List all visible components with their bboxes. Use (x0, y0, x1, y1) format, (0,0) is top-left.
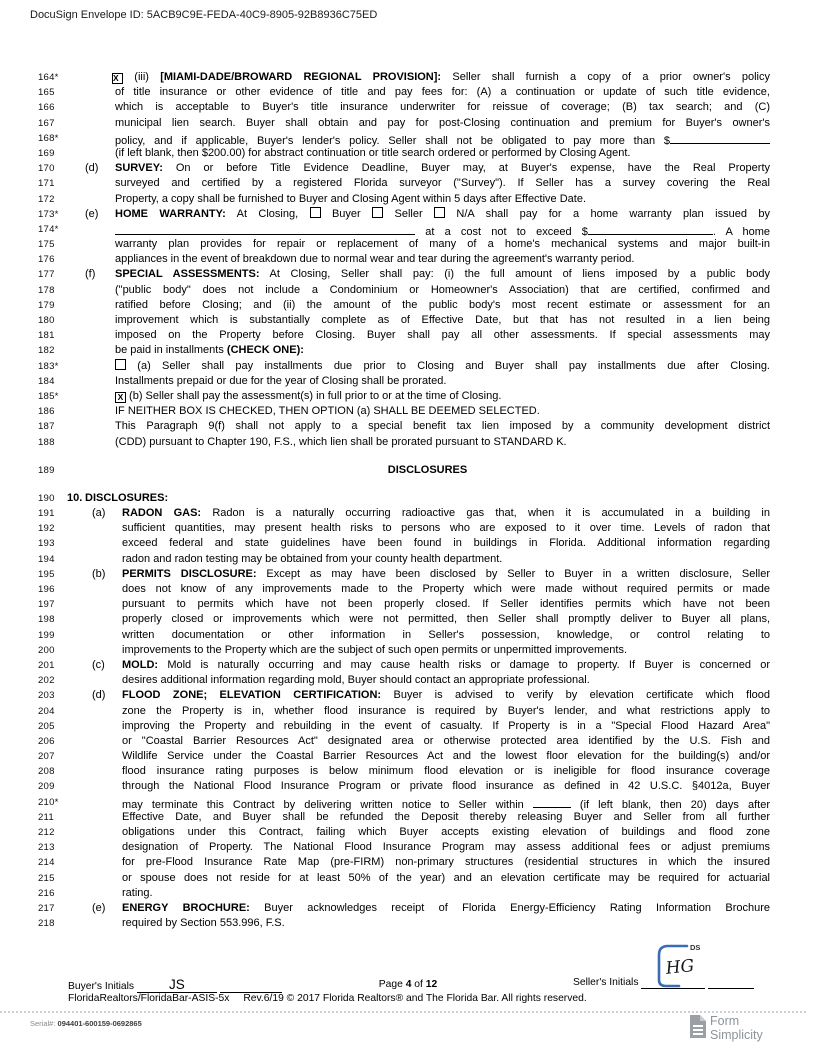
form-name: FloridaRealtors/FloridaBar-ASIS-5x (68, 993, 230, 1004)
blank-field[interactable] (115, 222, 415, 235)
line-text: improvements to the Property which are the subject of such open permits or unpermitted improvements. (122, 643, 628, 656)
line-number: 198 (38, 614, 55, 626)
line-number: 194 (38, 553, 55, 565)
paragraph-letter: 10. (67, 491, 83, 504)
doc-line (0, 658, 816, 673)
line-text: through the National Flood Insurance Program or private flood insurance as defined in 42 U.S.C. §4012a, Buyer (122, 780, 770, 793)
page-word: Page (378, 979, 403, 990)
checkbox[interactable] (115, 359, 126, 370)
line-text: Mold is naturally occurring and may cause health risks or damage to property. If Buyer is concerned or (158, 658, 770, 671)
line-number: 203 (38, 690, 55, 702)
doc-line (0, 567, 816, 582)
line-text: improving the Property and rebuilding in the event of casualty. If Property is in a "Special Flood Hazard Area" (122, 719, 770, 732)
line-text: N/A shall pay for a home warranty plan issued by (445, 207, 770, 220)
line-number: 202 (38, 675, 55, 687)
line-text: PERMITS DISCLOSURE: (122, 567, 257, 580)
sellers-initials-label: Seller's Initials (573, 977, 639, 988)
line-text: . A home (712, 225, 770, 238)
line-number: 210* (38, 796, 59, 808)
checkbox[interactable]: X (115, 392, 126, 403)
doc-line (0, 552, 816, 567)
doc-line (0, 343, 816, 358)
page-total: 12 (425, 979, 438, 990)
line-number: 208 (38, 766, 55, 778)
line-text: Radon is a naturally occurring radioactive gas that, when it is accumulated in a building in (201, 507, 770, 520)
line-number: 209 (38, 781, 55, 793)
sellers-initials-block (573, 943, 754, 989)
line-text: Property, a copy shall be furnished to Buyer and Closing Agent within 5 days after Effective Date. (115, 192, 587, 205)
line-number: 164* (38, 72, 59, 83)
doc-line (0, 313, 816, 328)
doc-line (0, 810, 816, 825)
line-number: 216 (38, 887, 55, 899)
serial-number (30, 1019, 142, 1028)
line-number: 201 (38, 659, 55, 671)
line-text: improvement which is substantially complete as of Effective Date, but that has not resulted in a lien being (115, 314, 770, 326)
line-number: 196 (38, 584, 55, 595)
doc-line (0, 237, 816, 252)
line-text: Seller (383, 207, 435, 220)
doc-line (0, 207, 816, 222)
line-text: for pre-Flood Insurance Rate Map (pre-FIRM) non-primary structures (residential structures in which the insured (122, 856, 770, 869)
line-number: 217 (38, 902, 55, 914)
doc-line (0, 597, 816, 612)
paragraph-letter: (d) (92, 689, 106, 702)
line-text: (if left blank, then 20) days after (570, 798, 770, 811)
doc-line (0, 267, 816, 282)
line-number: 178 (38, 284, 55, 296)
line-number: 187 (38, 421, 55, 433)
doc-line (0, 795, 816, 810)
line-number: 181 (38, 330, 55, 342)
blank-field[interactable] (670, 131, 770, 144)
checkbox[interactable]: X (112, 73, 123, 84)
blank-field[interactable] (588, 222, 713, 235)
logo-text (710, 1014, 763, 1042)
line-number: 168* (38, 132, 59, 144)
of-word: of (414, 979, 423, 990)
paragraph-letter: (e) (92, 901, 106, 914)
doc-line (0, 374, 816, 389)
line-text: Buyer acknowledges receipt of Florida Energy-Efficiency Rating Information Brochure (249, 901, 770, 914)
line-number: 205 (38, 720, 55, 732)
line-number: 170 (38, 163, 55, 175)
line-number: 183* (38, 360, 59, 372)
line-number: 214 (38, 857, 55, 869)
line-text: At Closing, Seller shall pay: (i) the full amount of liens imposed by a public body (259, 268, 770, 281)
line-text: MOLD: (122, 658, 159, 671)
line-text: ratified before Closing; and (ii) the amount of the public body's most recent estimate or assessment for an (115, 298, 770, 311)
line-number: 193 (38, 538, 55, 550)
doc-line (0, 359, 816, 374)
doc-line (0, 840, 816, 855)
line-text: exceed federal and state guidelines have been found in buildings in Florida. Additional information regarding (122, 537, 770, 550)
doc-line (0, 419, 816, 434)
doc-line (0, 491, 816, 506)
line-text: radon and radon testing may be obtained from your county health department. (122, 552, 503, 565)
doc-line (0, 612, 816, 627)
line-number: 199 (38, 629, 55, 641)
line-text: Buyer (320, 207, 373, 220)
line-number: 182 (38, 345, 55, 357)
doc-line (0, 582, 816, 597)
line-text: zone the Property is in, whether flood insurance is required by Buyer's lender, and what restrictions apply to (122, 704, 770, 717)
doc-line (0, 404, 816, 419)
line-number: 169 (38, 147, 55, 159)
doc-line (0, 463, 816, 478)
line-number: 177 (38, 269, 55, 281)
line-text: does not know of any improvements made to the Property which were made without required permits or made (122, 583, 770, 595)
checkbox[interactable] (310, 207, 321, 218)
line-text: (CHECK ONE): (226, 344, 304, 357)
paragraph-letter: (a) (92, 507, 106, 520)
doc-line (0, 389, 816, 404)
line-number: 180 (38, 315, 55, 326)
paragraph-letter: (d) (85, 162, 99, 175)
sellers-initials-value: HG (664, 956, 696, 979)
line-text: At Closing, (225, 207, 310, 220)
line-number: 215 (38, 872, 55, 884)
line-number: 206 (38, 735, 55, 747)
docusign-envelope-id: DocuSign Envelope ID: 5ACB9C9E-FEDA-40C9-8905-92B8936C75ED (30, 9, 378, 21)
document-lines (0, 70, 816, 931)
line-number: 189 (38, 464, 55, 476)
line-text: Wildlife Service under the Coastal Barrier Resources Act and the lowest floor elevation for the building(s) and/or (122, 750, 770, 763)
blank-field[interactable] (533, 795, 571, 808)
doc-line (0, 298, 816, 313)
doc-line (0, 886, 816, 901)
doc-line (0, 719, 816, 734)
document-icon (688, 1014, 707, 1040)
line-number: 184 (38, 375, 55, 387)
line-number: 175 (38, 239, 55, 251)
form-simplicity-logo (688, 1014, 763, 1042)
line-text: warranty plan provides for repair or replacement of many of a home's mechanical systems and major built-in (115, 238, 770, 251)
sellers-initials-field-2[interactable] (708, 977, 754, 989)
doc-line (0, 70, 816, 85)
doc-line (0, 252, 816, 267)
doc-line (0, 764, 816, 779)
line-text: policy, and if applicable, Buyer's lender's policy. Seller shall not be obligated to pay more than $ (115, 134, 670, 147)
line-text: IF NEITHER BOX IS CHECKED, THEN OPTION (a) SHALL BE DEEMED SELECTED. (115, 405, 540, 418)
checkbox[interactable] (372, 207, 383, 218)
line-text: DISCLOSURES: (85, 491, 169, 504)
line-number: 179 (38, 299, 55, 311)
footer-divider (0, 1011, 806, 1013)
line-text: DISCLOSURES (387, 463, 468, 476)
doc-line (0, 704, 816, 719)
doc-line (0, 628, 816, 643)
ds-tag: DS (690, 943, 701, 952)
doc-line (0, 283, 816, 298)
line-text: obligations under this Contract, failing which Buyer accepts existing elevation of buildings and flood zone (122, 826, 770, 838)
line-number: 197 (38, 599, 55, 611)
doc-line (0, 116, 816, 131)
line-number: 200 (38, 644, 55, 656)
line-number: 212 (38, 827, 55, 838)
line-number: 191 (38, 508, 55, 520)
line-number: 165 (38, 87, 55, 99)
doc-line (0, 222, 816, 237)
line-number: 207 (38, 751, 55, 763)
line-text: Installments prepaid or due for the year of Closing shall be prorated. (115, 374, 447, 387)
line-text: SURVEY: (115, 162, 163, 175)
line-text: which is acceptable to Buyer's title insurance underwriter for reissue of coverage; (B) tax search; and (C) (115, 101, 770, 114)
paragraph-letter: (f) (85, 268, 96, 281)
doc-line (0, 643, 816, 658)
line-text: may terminate this Contract by delivering written notice to Seller within (122, 798, 533, 811)
line-text: properly closed or improvements which were not permitted, then Seller shall promptly deliver to Buyer all plans, (122, 613, 770, 626)
line-number: 174* (38, 223, 59, 235)
serial-value: 094401-600159-0692865 (57, 1019, 142, 1028)
line-text: or spouse does not reside for at least 50% of the year) and an elevation certificate may be required for actuarial (122, 871, 770, 884)
line-number: 167 (38, 117, 55, 129)
doc-line (0, 85, 816, 100)
doc-line (0, 176, 816, 191)
buyers-initials-field[interactable]: JS (137, 977, 217, 993)
doc-line (0, 435, 816, 450)
line-text: required by Section 553.996, F.S. (122, 917, 285, 930)
line-number: 218 (38, 918, 55, 930)
stamp-bracket-icon (643, 940, 707, 990)
form-identifier-row (68, 993, 587, 1004)
line-number: 171 (38, 178, 55, 190)
line-text: (b) Seller shall pay the assessment(s) in full prior to or at the time of Closing. (126, 389, 502, 402)
line-text: FLOOD ZONE; ELEVATION CERTIFICATION: (122, 689, 382, 702)
line-text: designation of Property. The National Flood Insurance Program may assess additional fees or adjust premiums (122, 841, 770, 854)
doc-line (0, 749, 816, 764)
doc-line (0, 161, 816, 176)
revision-copyright: Rev.6/19 © 2017 Florida Realtors® and The Florida Bar. All rights reserved. (243, 993, 587, 1004)
line-text: (iii) (123, 71, 161, 83)
line-text: surveyed and certified by a registered Florida surveyor ("Survey"). If Seller has a survey covering the Real (115, 177, 770, 190)
line-number: 172 (38, 193, 55, 205)
line-number: 211 (38, 811, 54, 823)
line-text: rating. (122, 886, 153, 899)
line-number: 176 (38, 254, 55, 266)
logo-line1: Form (710, 1014, 740, 1028)
doc-line (0, 328, 816, 343)
doc-line (0, 521, 816, 536)
line-text: Except as may have been disclosed by Seller to Buyer in a written disclosure, Seller (256, 567, 770, 580)
serial-label: Serial#: (30, 1019, 56, 1028)
line-number: 188 (38, 436, 55, 448)
doc-line (0, 734, 816, 749)
line-number: 192 (38, 523, 55, 535)
paragraph-letter: (e) (85, 207, 99, 220)
paragraph-letter: (c) (92, 658, 105, 671)
line-text: (if left blank, then $200.00) for abstract continuation or title search ordered or performed by Closing Agent. (115, 146, 631, 159)
line-text: flood insurance rating purposes is below minimum flood elevation or is ineligible for flood insurance coverage (122, 765, 770, 778)
line-text: [MIAMI-DADE/BROWARD REGIONAL PROVISION]: (160, 71, 442, 83)
line-number: 166 (38, 102, 55, 114)
line-text: or "Coastal Barrier Resources Act" designated area or otherwise protected area identified by the U.S. Fish and (122, 734, 770, 747)
doc-line (0, 779, 816, 794)
checkbox[interactable] (434, 207, 445, 218)
line-text: desires additional information regarding mold, Buyer should contact an appropriate professional. (122, 674, 590, 687)
line-number: 213 (38, 842, 55, 854)
logo-line2: Simplicity (710, 1028, 763, 1042)
line-text: ENERGY BROCHURE: (122, 901, 250, 914)
doc-line (0, 506, 816, 521)
line-number: 173* (38, 208, 59, 220)
line-text: ("public body" does not include a Condominium or Homeowner's Association) that are certified, confirmed and (115, 283, 770, 296)
line-text: at a cost not to exceed $ (415, 225, 588, 238)
doc-line (0, 855, 816, 870)
doc-line (0, 901, 816, 916)
line-number: 190 (38, 492, 55, 504)
line-text: SPECIAL ASSESSMENTS: (115, 268, 260, 281)
docusign-initials-stamp[interactable] (643, 940, 707, 990)
line-text: RADON GAS: (122, 507, 202, 520)
doc-line (0, 192, 816, 207)
line-text: (CDD) pursuant to Chapter 190, F.S., which lien shall be prorated pursuant to STANDARD K. (115, 435, 567, 448)
doc-line (0, 688, 816, 703)
line-text: HOME WARRANTY: (115, 207, 226, 220)
buyers-initials-label: Buyer's Initials (68, 981, 135, 992)
page-number: 4 (405, 979, 412, 990)
line-text: Effective Date, and Buyer shall be refunded the Deposit thereby releasing Buyer and Seller from all further (122, 810, 770, 823)
line-text: appliances in the event of breakdown due to normal wear and tear during the agreement's warranty period. (115, 253, 635, 266)
line-text: pursuant to permits which have not been properly closed. If Seller identifies permits which have not been (122, 598, 770, 611)
line-number: 204 (38, 705, 55, 717)
line-text: Seller shall furnish a copy of a prior owner's policy (441, 71, 770, 83)
line-text: Buyer is advised to verify by elevation certificate which flood (381, 689, 771, 702)
line-text: of title insurance or other evidence of title and pay fees for: (A) a continuation or update of such title evidence, (115, 86, 770, 99)
doc-line (0, 100, 816, 115)
doc-line (0, 916, 816, 931)
line-number: 195 (38, 568, 55, 580)
line-text: municipal lien search. Buyer shall obtain and pay for post-Closing continuation and premium for Buyer's owner's (115, 116, 770, 129)
line-text: be paid in installments (115, 344, 227, 357)
line-text: imposed on the Property before Closing. Buyer shall pay all other assessments. If special assessments may (115, 329, 770, 342)
doc-line (0, 673, 816, 688)
line-text: sufficient quantities, may present health risks to persons who are exposed to it over time. Levels of radon that (122, 522, 770, 535)
line-text: (a) Seller shall pay installments due prior to Closing and Buyer shall pay installments due after Closing. (126, 359, 770, 372)
line-number: 185* (38, 390, 59, 402)
doc-line (0, 536, 816, 551)
doc-line (0, 871, 816, 886)
doc-line (0, 131, 816, 146)
line-text: On or before Title Evidence Deadline, Buyer may, at Buyer's expense, have the Real Property (162, 162, 770, 175)
doc-line (0, 825, 816, 840)
line-text: This Paragraph 9(f) shall not apply to a special benefit tax lien imposed by a community development district (115, 420, 770, 433)
line-number: 186 (38, 406, 55, 418)
line-text: written documentation or other information in Seller's possession, knowledge, or control relating to (122, 628, 770, 641)
doc-line (0, 146, 816, 161)
paragraph-letter: (b) (92, 567, 106, 580)
